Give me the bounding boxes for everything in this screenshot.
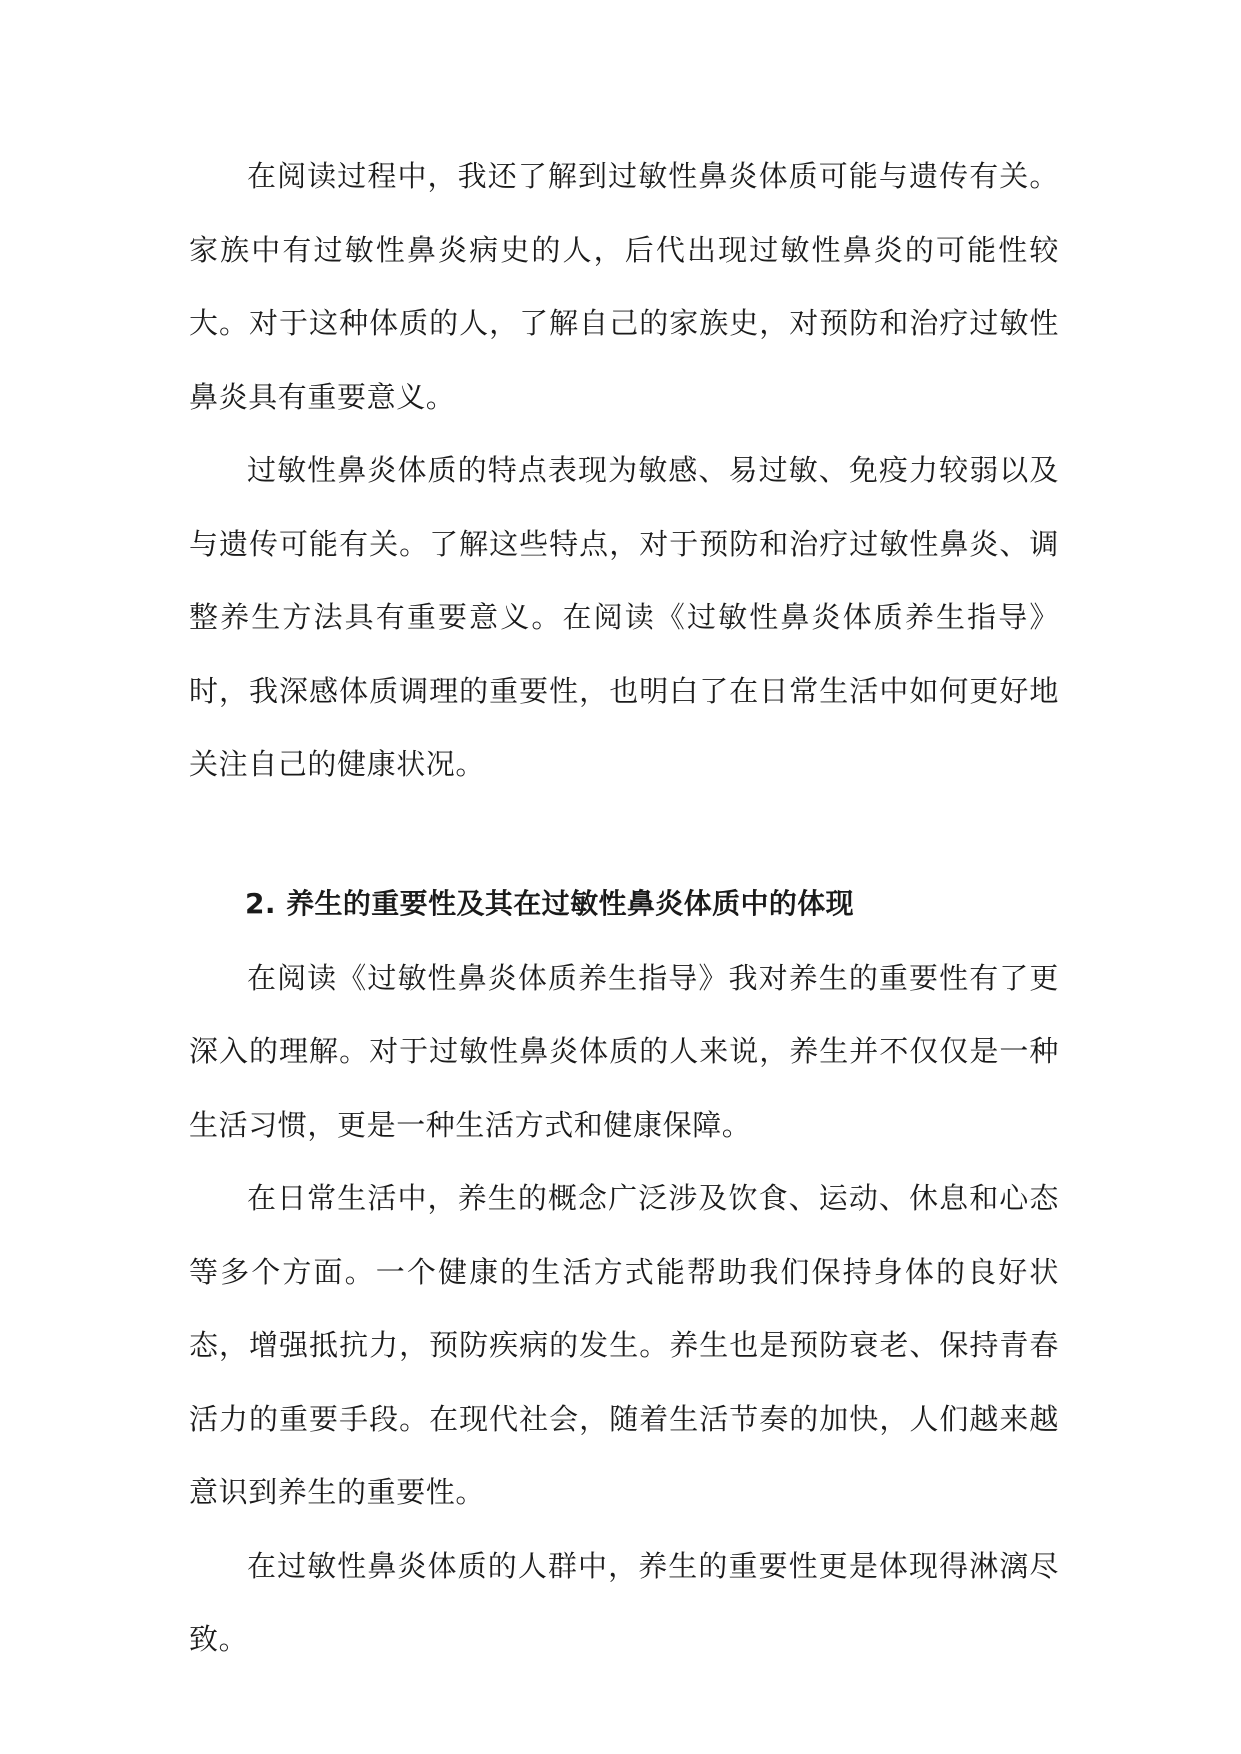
paragraph-allergy-group: 在过敏性鼻炎体质的人群中，养生的重要性更是体现得淋漓尽致。	[189, 1548, 1059, 1656]
paragraph-heredity: 在阅读过程中，我还了解到过敏性鼻炎体质可能与遗传有关。家族中有过敏性鼻炎病史的人，后代出现过敏性鼻炎的可能性较大。对于这种体质的人，了解自己的家族史，对预防和治疗过敏性鼻炎具有重要意义。	[189, 159, 1059, 414]
paragraph-health-importance: 在阅读《过敏性鼻炎体质养生指导》我对养生的重要性有了更深入的理解。对于过敏性鼻炎体质的人来说，养生并不仅仅是一种生活习惯，更是一种生活方式和健康保障。	[189, 960, 1059, 1142]
document-page	[189, 140, 1059, 1677]
paragraph-daily-life: 在日常生活中，养生的概念广泛涉及饮食、运动、休息和心态等多个方面。一个健康的生活方式能帮助我们保持身体的良好状态，增强抵抗力，预防疾病的发生。养生也是预防衰老、保持青春活力的重要手段。在现代社会，随着生活节奏的加快，人们越来越意识到养生的重要性。	[189, 1181, 1059, 1509]
section-heading: 2. 养生的重要性及其在过敏性鼻炎体质中的体现	[245, 886, 855, 920]
section-spacer	[189, 802, 1059, 866]
paragraph-constitution-features: 过敏性鼻炎体质的特点表现为敏感、易过敏、免疫力较弱以及与遗传可能有关。了解这些特点，对于预防和治疗过敏性鼻炎、调整养生方法具有重要意义。在阅读《过敏性鼻炎体质养生指导》时，我深感体质调理的重要性，也明白了在日常生活中如何更好地关注自己的健康状况。	[189, 453, 1059, 781]
